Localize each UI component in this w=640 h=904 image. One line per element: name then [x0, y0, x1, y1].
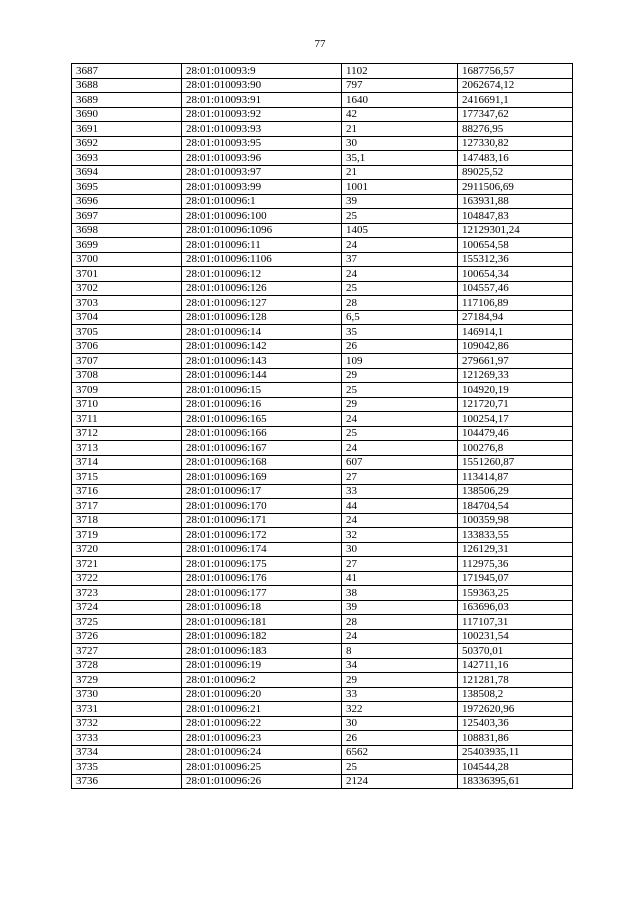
cadastral-number-cell: 28:01:010096:174	[182, 542, 342, 557]
table-row	[72, 165, 573, 180]
row-number-cell: 3700	[72, 252, 182, 267]
value-cell: 163931,88	[458, 194, 573, 209]
area-cell: 24	[342, 412, 458, 427]
area-cell: 37	[342, 252, 458, 267]
area-cell: 21	[342, 165, 458, 180]
area-cell: 25	[342, 281, 458, 296]
table-row	[72, 223, 573, 238]
row-number-cell: 3715	[72, 470, 182, 485]
row-number-cell: 3704	[72, 310, 182, 325]
row-number-cell: 3689	[72, 93, 182, 108]
value-cell: 138508,2	[458, 687, 573, 702]
value-cell: 108831,86	[458, 731, 573, 746]
table-row	[72, 528, 573, 543]
area-cell: 35,1	[342, 151, 458, 166]
area-cell: 21	[342, 122, 458, 137]
table-row	[72, 238, 573, 253]
cadastral-number-cell: 28:01:010096:143	[182, 354, 342, 369]
table-row	[72, 557, 573, 572]
value-cell: 121281,78	[458, 673, 573, 688]
value-cell: 2911506,69	[458, 180, 573, 195]
area-cell: 25	[342, 209, 458, 224]
value-cell: 2416691,1	[458, 93, 573, 108]
cadastral-number-cell: 28:01:010093:96	[182, 151, 342, 166]
row-number-cell: 3696	[72, 194, 182, 209]
row-number-cell: 3714	[72, 455, 182, 470]
area-cell: 322	[342, 702, 458, 717]
value-cell: 133833,55	[458, 528, 573, 543]
row-number-cell: 3718	[72, 513, 182, 528]
row-number-cell: 3709	[72, 383, 182, 398]
cadastral-number-cell: 28:01:010096:2	[182, 673, 342, 688]
table-row	[72, 368, 573, 383]
row-number-cell: 3724	[72, 600, 182, 615]
value-cell: 50370,01	[458, 644, 573, 659]
row-number-cell: 3730	[72, 687, 182, 702]
table-row	[72, 107, 573, 122]
cadastral-number-cell: 28:01:010096:167	[182, 441, 342, 456]
area-cell: 1405	[342, 223, 458, 238]
area-cell: 32	[342, 528, 458, 543]
value-cell: 1551260,87	[458, 455, 573, 470]
value-cell: 177347,62	[458, 107, 573, 122]
table-row	[72, 339, 573, 354]
value-cell: 121720,71	[458, 397, 573, 412]
area-cell: 6,5	[342, 310, 458, 325]
area-cell: 30	[342, 542, 458, 557]
area-cell: 24	[342, 441, 458, 456]
value-cell: 159363,25	[458, 586, 573, 601]
cadastral-number-cell: 28:01:010096:20	[182, 687, 342, 702]
row-number-cell: 3719	[72, 528, 182, 543]
row-number-cell: 3727	[72, 644, 182, 659]
cadastral-number-cell: 28:01:010096:183	[182, 644, 342, 659]
row-number-cell: 3728	[72, 658, 182, 673]
area-cell: 41	[342, 571, 458, 586]
row-number-cell: 3734	[72, 745, 182, 760]
cadastral-number-cell: 28:01:010096:14	[182, 325, 342, 340]
cadastral-number-cell: 28:01:010096:11	[182, 238, 342, 253]
row-number-cell: 3716	[72, 484, 182, 499]
cadastral-number-cell: 28:01:010096:127	[182, 296, 342, 311]
cadastral-number-cell: 28:01:010096:170	[182, 499, 342, 514]
cadastral-number-cell: 28:01:010096:176	[182, 571, 342, 586]
area-cell: 27	[342, 557, 458, 572]
table-row	[72, 64, 573, 79]
area-cell: 29	[342, 368, 458, 383]
area-cell: 26	[342, 731, 458, 746]
value-cell: 104544,28	[458, 760, 573, 775]
area-cell: 25	[342, 383, 458, 398]
cadastral-number-cell: 28:01:010096:19	[182, 658, 342, 673]
cadastral-number-cell: 28:01:010096:100	[182, 209, 342, 224]
value-cell: 125403,36	[458, 716, 573, 731]
area-cell: 28	[342, 296, 458, 311]
row-number-cell: 3731	[72, 702, 182, 717]
table-row	[72, 542, 573, 557]
row-number-cell: 3705	[72, 325, 182, 340]
row-number-cell: 3735	[72, 760, 182, 775]
table-row	[72, 658, 573, 673]
table-row	[72, 209, 573, 224]
row-number-cell: 3698	[72, 223, 182, 238]
value-cell: 100654,58	[458, 238, 573, 253]
area-cell: 44	[342, 499, 458, 514]
area-cell: 797	[342, 78, 458, 93]
area-cell: 6562	[342, 745, 458, 760]
cadastral-number-cell: 28:01:010096:15	[182, 383, 342, 398]
row-number-cell: 3711	[72, 412, 182, 427]
cadastral-number-cell: 28:01:010096:172	[182, 528, 342, 543]
cadastral-number-cell: 28:01:010096:166	[182, 426, 342, 441]
cadastral-number-cell: 28:01:010096:1106	[182, 252, 342, 267]
row-number-cell: 3699	[72, 238, 182, 253]
area-cell: 35	[342, 325, 458, 340]
cadastral-table	[71, 63, 573, 789]
value-cell: 121269,33	[458, 368, 573, 383]
area-cell: 34	[342, 658, 458, 673]
table-row	[72, 441, 573, 456]
row-number-cell: 3688	[72, 78, 182, 93]
area-cell: 33	[342, 687, 458, 702]
area-cell: 29	[342, 673, 458, 688]
value-cell: 1687756,57	[458, 64, 573, 79]
row-number-cell: 3717	[72, 499, 182, 514]
area-cell: 24	[342, 267, 458, 282]
table-row	[72, 644, 573, 659]
row-number-cell: 3725	[72, 615, 182, 630]
value-cell: 104847,83	[458, 209, 573, 224]
cadastral-number-cell: 28:01:010096:182	[182, 629, 342, 644]
cadastral-number-cell: 28:01:010096:12	[182, 267, 342, 282]
table-row	[72, 760, 573, 775]
area-cell: 29	[342, 397, 458, 412]
cadastral-number-cell: 28:01:010096:18	[182, 600, 342, 615]
value-cell: 100359,98	[458, 513, 573, 528]
value-cell: 104920,19	[458, 383, 573, 398]
table-body	[72, 64, 573, 789]
table-row	[72, 745, 573, 760]
cadastral-number-cell: 28:01:010096:23	[182, 731, 342, 746]
row-number-cell: 3710	[72, 397, 182, 412]
value-cell: 100276,8	[458, 441, 573, 456]
area-cell: 25	[342, 426, 458, 441]
cadastral-number-cell: 28:01:010096:1096	[182, 223, 342, 238]
row-number-cell: 3687	[72, 64, 182, 79]
value-cell: 146914,1	[458, 325, 573, 340]
value-cell: 279661,97	[458, 354, 573, 369]
table-row	[72, 513, 573, 528]
table-row	[72, 426, 573, 441]
row-number-cell: 3722	[72, 571, 182, 586]
value-cell: 163696,03	[458, 600, 573, 615]
area-cell: 25	[342, 760, 458, 775]
value-cell: 171945,07	[458, 571, 573, 586]
value-cell: 25403935,11	[458, 745, 573, 760]
value-cell: 155312,36	[458, 252, 573, 267]
row-number-cell: 3690	[72, 107, 182, 122]
area-cell: 38	[342, 586, 458, 601]
area-cell: 26	[342, 339, 458, 354]
value-cell: 100231,54	[458, 629, 573, 644]
row-number-cell: 3695	[72, 180, 182, 195]
area-cell: 30	[342, 716, 458, 731]
cadastral-number-cell: 28:01:010093:97	[182, 165, 342, 180]
table-row	[72, 281, 573, 296]
value-cell: 127330,82	[458, 136, 573, 151]
row-number-cell: 3691	[72, 122, 182, 137]
table-row	[72, 600, 573, 615]
value-cell: 113414,87	[458, 470, 573, 485]
cadastral-number-cell: 28:01:010096:24	[182, 745, 342, 760]
value-cell: 112975,36	[458, 557, 573, 572]
table-row	[72, 499, 573, 514]
row-number-cell: 3693	[72, 151, 182, 166]
table-row	[72, 310, 573, 325]
value-cell: 109042,86	[458, 339, 573, 354]
row-number-cell: 3726	[72, 629, 182, 644]
table-row	[72, 731, 573, 746]
value-cell: 126129,31	[458, 542, 573, 557]
value-cell: 138506,29	[458, 484, 573, 499]
table-row	[72, 673, 573, 688]
page-number: 77	[314, 38, 326, 50]
value-cell: 12129301,24	[458, 223, 573, 238]
area-cell: 1640	[342, 93, 458, 108]
row-number-cell: 3694	[72, 165, 182, 180]
area-cell: 1102	[342, 64, 458, 79]
cadastral-number-cell: 28:01:010096:16	[182, 397, 342, 412]
table-row	[72, 267, 573, 282]
row-number-cell: 3692	[72, 136, 182, 151]
value-cell: 88276,95	[458, 122, 573, 137]
cadastral-number-cell: 28:01:010093:99	[182, 180, 342, 195]
area-cell: 39	[342, 600, 458, 615]
cadastral-number-cell: 28:01:010093:9	[182, 64, 342, 79]
cadastral-number-cell: 28:01:010093:92	[182, 107, 342, 122]
table-row	[72, 354, 573, 369]
area-cell: 30	[342, 136, 458, 151]
area-cell: 109	[342, 354, 458, 369]
row-number-cell: 3733	[72, 731, 182, 746]
row-number-cell: 3702	[72, 281, 182, 296]
area-cell: 607	[342, 455, 458, 470]
table-row	[72, 397, 573, 412]
value-cell: 104557,46	[458, 281, 573, 296]
table-row	[72, 702, 573, 717]
row-number-cell: 3712	[72, 426, 182, 441]
value-cell: 142711,16	[458, 658, 573, 673]
area-cell: 24	[342, 238, 458, 253]
cadastral-number-cell: 28:01:010096:21	[182, 702, 342, 717]
table-row	[72, 93, 573, 108]
table-row	[72, 774, 573, 789]
row-number-cell: 3721	[72, 557, 182, 572]
cadastral-number-cell: 28:01:010096:25	[182, 760, 342, 775]
row-number-cell: 3707	[72, 354, 182, 369]
row-number-cell: 3723	[72, 586, 182, 601]
cadastral-number-cell: 28:01:010096:171	[182, 513, 342, 528]
table-row	[72, 325, 573, 340]
table-row	[72, 484, 573, 499]
row-number-cell: 3720	[72, 542, 182, 557]
cadastral-number-cell: 28:01:010096:175	[182, 557, 342, 572]
table-row	[72, 194, 573, 209]
row-number-cell: 3713	[72, 441, 182, 456]
value-cell: 147483,16	[458, 151, 573, 166]
area-cell: 24	[342, 513, 458, 528]
value-cell: 1972620,96	[458, 702, 573, 717]
table-row	[72, 151, 573, 166]
value-cell: 2062674,12	[458, 78, 573, 93]
cadastral-number-cell: 28:01:010096:165	[182, 412, 342, 427]
table-row	[72, 122, 573, 137]
row-number-cell: 3697	[72, 209, 182, 224]
cadastral-number-cell: 28:01:010096:144	[182, 368, 342, 383]
value-cell: 117106,89	[458, 296, 573, 311]
table-row	[72, 383, 573, 398]
row-number-cell: 3729	[72, 673, 182, 688]
table-row	[72, 252, 573, 267]
area-cell: 8	[342, 644, 458, 659]
value-cell: 117107,31	[458, 615, 573, 630]
value-cell: 18336395,61	[458, 774, 573, 789]
value-cell: 89025,52	[458, 165, 573, 180]
cadastral-number-cell: 28:01:010093:90	[182, 78, 342, 93]
cadastral-number-cell: 28:01:010096:168	[182, 455, 342, 470]
table-row	[72, 296, 573, 311]
cadastral-number-cell: 28:01:010096:181	[182, 615, 342, 630]
table-row	[72, 78, 573, 93]
cadastral-number-cell: 28:01:010093:95	[182, 136, 342, 151]
cadastral-number-cell: 28:01:010096:169	[182, 470, 342, 485]
cadastral-number-cell: 28:01:010093:93	[182, 122, 342, 137]
area-cell: 2124	[342, 774, 458, 789]
cadastral-number-cell: 28:01:010096:26	[182, 774, 342, 789]
value-cell: 104479,46	[458, 426, 573, 441]
table-row	[72, 716, 573, 731]
table-row	[72, 586, 573, 601]
area-cell: 28	[342, 615, 458, 630]
area-cell: 42	[342, 107, 458, 122]
table-row	[72, 412, 573, 427]
cadastral-number-cell: 28:01:010096:142	[182, 339, 342, 354]
row-number-cell: 3736	[72, 774, 182, 789]
cadastral-number-cell: 28:01:010096:22	[182, 716, 342, 731]
table-row	[72, 687, 573, 702]
area-cell: 27	[342, 470, 458, 485]
cadastral-number-cell: 28:01:010096:128	[182, 310, 342, 325]
table-row	[72, 470, 573, 485]
area-cell: 1001	[342, 180, 458, 195]
table-row	[72, 615, 573, 630]
row-number-cell: 3703	[72, 296, 182, 311]
row-number-cell: 3732	[72, 716, 182, 731]
cadastral-number-cell: 28:01:010096:126	[182, 281, 342, 296]
area-cell: 39	[342, 194, 458, 209]
area-cell: 24	[342, 629, 458, 644]
cadastral-number-cell: 28:01:010093:91	[182, 93, 342, 108]
row-number-cell: 3701	[72, 267, 182, 282]
value-cell: 184704,54	[458, 499, 573, 514]
table-row	[72, 571, 573, 586]
value-cell: 100254,17	[458, 412, 573, 427]
table-row	[72, 455, 573, 470]
table-row	[72, 180, 573, 195]
cadastral-number-cell: 28:01:010096:17	[182, 484, 342, 499]
cadastral-number-cell: 28:01:010096:1	[182, 194, 342, 209]
table-row	[72, 629, 573, 644]
row-number-cell: 3706	[72, 339, 182, 354]
area-cell: 33	[342, 484, 458, 499]
cadastral-number-cell: 28:01:010096:177	[182, 586, 342, 601]
table-row	[72, 136, 573, 151]
row-number-cell: 3708	[72, 368, 182, 383]
value-cell: 27184,94	[458, 310, 573, 325]
value-cell: 100654,34	[458, 267, 573, 282]
